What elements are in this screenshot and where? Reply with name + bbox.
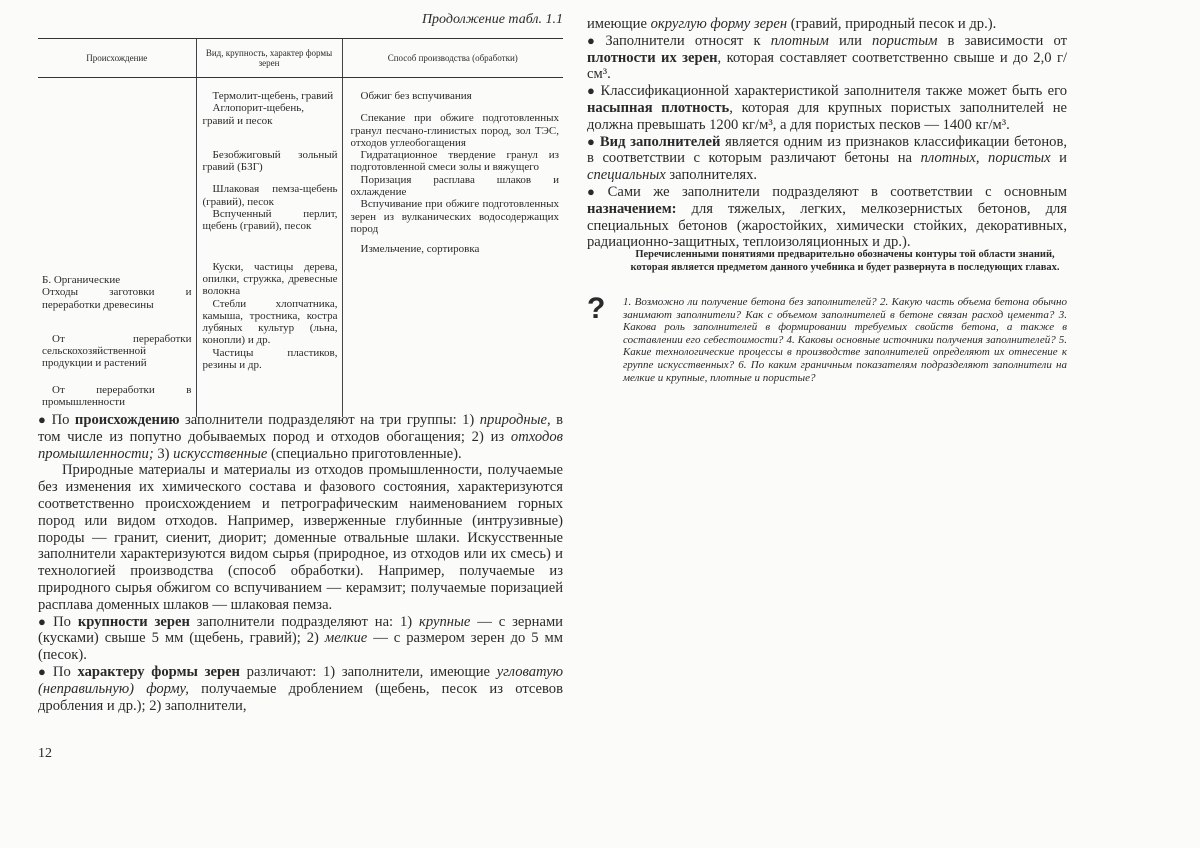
aggregates-table bbox=[38, 38, 563, 417]
summary-note: Перечисленными понятиями предварительно обозначены контуры той области знаний, которая является предметом данного учебника и будет развернута в последующих главах. bbox=[630, 249, 1060, 273]
paragraph-grain-shape: ● По характеру формы зерен различают: 1) заполнители, имеющие угловатую (неправильную) форму, получаемые дроблением (щебень, песок из отсевов дробления и др.); 2) заполнители, bbox=[38, 664, 563, 714]
table-cell: От переработки в промышленности bbox=[42, 383, 192, 409]
table-cell: Безобжиговый зольный гравий (БЗГ) bbox=[202, 148, 338, 174]
table-cell: Частицы пластиков, резины и др. bbox=[202, 346, 338, 372]
paragraph-bulk-density: ● Классификационной характеристикой заполнителя также может быть его насыпная плотность, которая для крупных пористых заполнителей не должна превышать 1200 кг/м³, а для пористых песков — 1400 кг/м³. bbox=[587, 83, 1067, 133]
table-cell: Спекание при обжиге подготовленных гранул песчано-глинистых пород, зол ТЭС, отходов углеобогащения bbox=[350, 112, 559, 149]
table-cell: От переработки сельскохозяйственной продукции и растений bbox=[42, 332, 192, 370]
table-col-type bbox=[196, 78, 342, 418]
table-section-heading: Б. Органические bbox=[42, 274, 121, 286]
table-cell: Вспучивание при обжиге подготовленных зерен из вулканических водосодержащих пород bbox=[350, 198, 559, 235]
paragraph-origin: ● По происхождению заполнители подразделяют на три группы: 1) природные, в том числе из попутно добываемых пород и отходов обогащения; 2) из отходов промышленности; 3) искусственные (специально приготовленные). bbox=[38, 412, 563, 462]
review-questions: 1. Возможно ли получение бетона без заполнителей? 2. Какую часть объема бетона обычно занимают заполнители? Как с объемом заполнителей в бетоне связан расход цемента? 3. Какова роль заполнителей в формировании требуемых свойств бетона, а также в составлении его себестоимости? 4. Каковы основные источники получения заполнителей? 5. Какие технологические процессы в производстве заполнителей определяют их отнесение к группе искусственных? 6. По каким граничным показателям подразделяют заполнители на мелкие и крупные, плотные и пористые? bbox=[623, 296, 1067, 384]
paragraph-round-grains: имеющие округлую форму зерен (гравий, природный песок и др.). bbox=[587, 16, 997, 32]
page-number: 12 bbox=[38, 746, 52, 761]
table-cell: Стебли хлопчатника, камыша, тростника, костра лубяных культур (льна, конопли) и др. bbox=[202, 297, 338, 347]
table-cell: Аглопорит-щебень, гравий и песок bbox=[202, 102, 304, 127]
left-body-text bbox=[38, 412, 563, 714]
table-cell: Отходы заготовки и переработки древесины bbox=[42, 286, 192, 311]
table-header-type: Вид, крупность, характер формы зерен bbox=[196, 39, 342, 78]
table-col-origin bbox=[38, 78, 196, 418]
table-cell: Термолит-щебень, гравий bbox=[212, 90, 334, 102]
table-col-method bbox=[342, 78, 563, 418]
right-body-text bbox=[587, 16, 1067, 251]
paragraph-purpose: ● Сами же заполнители подразделяют в соответствии с основным назначением: для тяжелых, легких, мелкозернистых бетонов, для специальных бетонов (жаростойких, химически стойких, декоративных, радиационно-защитных, теплоизоляционных и др.). bbox=[587, 184, 1067, 251]
paragraph-aggregate-type: ● Вид заполнителей является одним из признаков классификации бетонов, в соответствии с которым различают бетоны на плотных, пористых и специальных заполнителях. bbox=[587, 134, 1067, 184]
paragraph-natural-materials: Природные материалы и материалы из отходов промышленности, получаемые без изменения их химического состава и фазового состояния, характеризуются соответственно происхождением и петрографическим наименованием горных пород или видом отходов. Например, изверженные глубинные (интрузивные) породы — гранит, сиенит, диорит; доменные отвальные шлаки. Искусственные заполнители характеризуются видом сырья (природное, из отходов или их смесь) и технологией производства (способ обработки). Например, получаемые из природного сырья обжигом со вспучиванием — керамзит; получаемые поризацией расплава доменных шлаков — шлаковая пемза. bbox=[38, 462, 563, 613]
table-cell: Шлаковая пемза-щебень (гравий), песок bbox=[202, 183, 338, 208]
question-mark-icon: ? bbox=[587, 292, 606, 325]
table-header-method: Способ производства (обработки) bbox=[342, 39, 563, 78]
table-caption: Продолжение табл. 1.1 bbox=[421, 12, 563, 27]
table-cell: Обжиг без вспучивания bbox=[360, 90, 472, 102]
table-header-origin: Происхождение bbox=[38, 39, 196, 78]
paragraph-density: ● Заполнители относят к плотным или пористым в зависимости от плотности их зерен, которая составляет соответственно свыше и до 2,0 г/см³. bbox=[587, 33, 1067, 83]
table-cell: Измельчение, сортировка bbox=[360, 243, 480, 256]
paragraph-grain-size: ● По крупности зерен заполнители подразделяют на: 1) крупные — с зернами (кусками) свыше 5 мм (щебень, гравий); 2) мелкие — с размером зерен до 5 мм (песок). bbox=[38, 614, 563, 664]
table-cell: Вспученный перлит, щебень (гравий), песок bbox=[202, 208, 338, 233]
table-cell: Куски, частицы дерева, опилки, стружка, древесные волокна bbox=[202, 260, 338, 298]
table-cell: Поризация расплава шлаков и охлаждение bbox=[350, 173, 559, 199]
table-cell: Гидратационное твердение гранул из подготовленной смеси золы и вяжущего bbox=[350, 149, 559, 174]
